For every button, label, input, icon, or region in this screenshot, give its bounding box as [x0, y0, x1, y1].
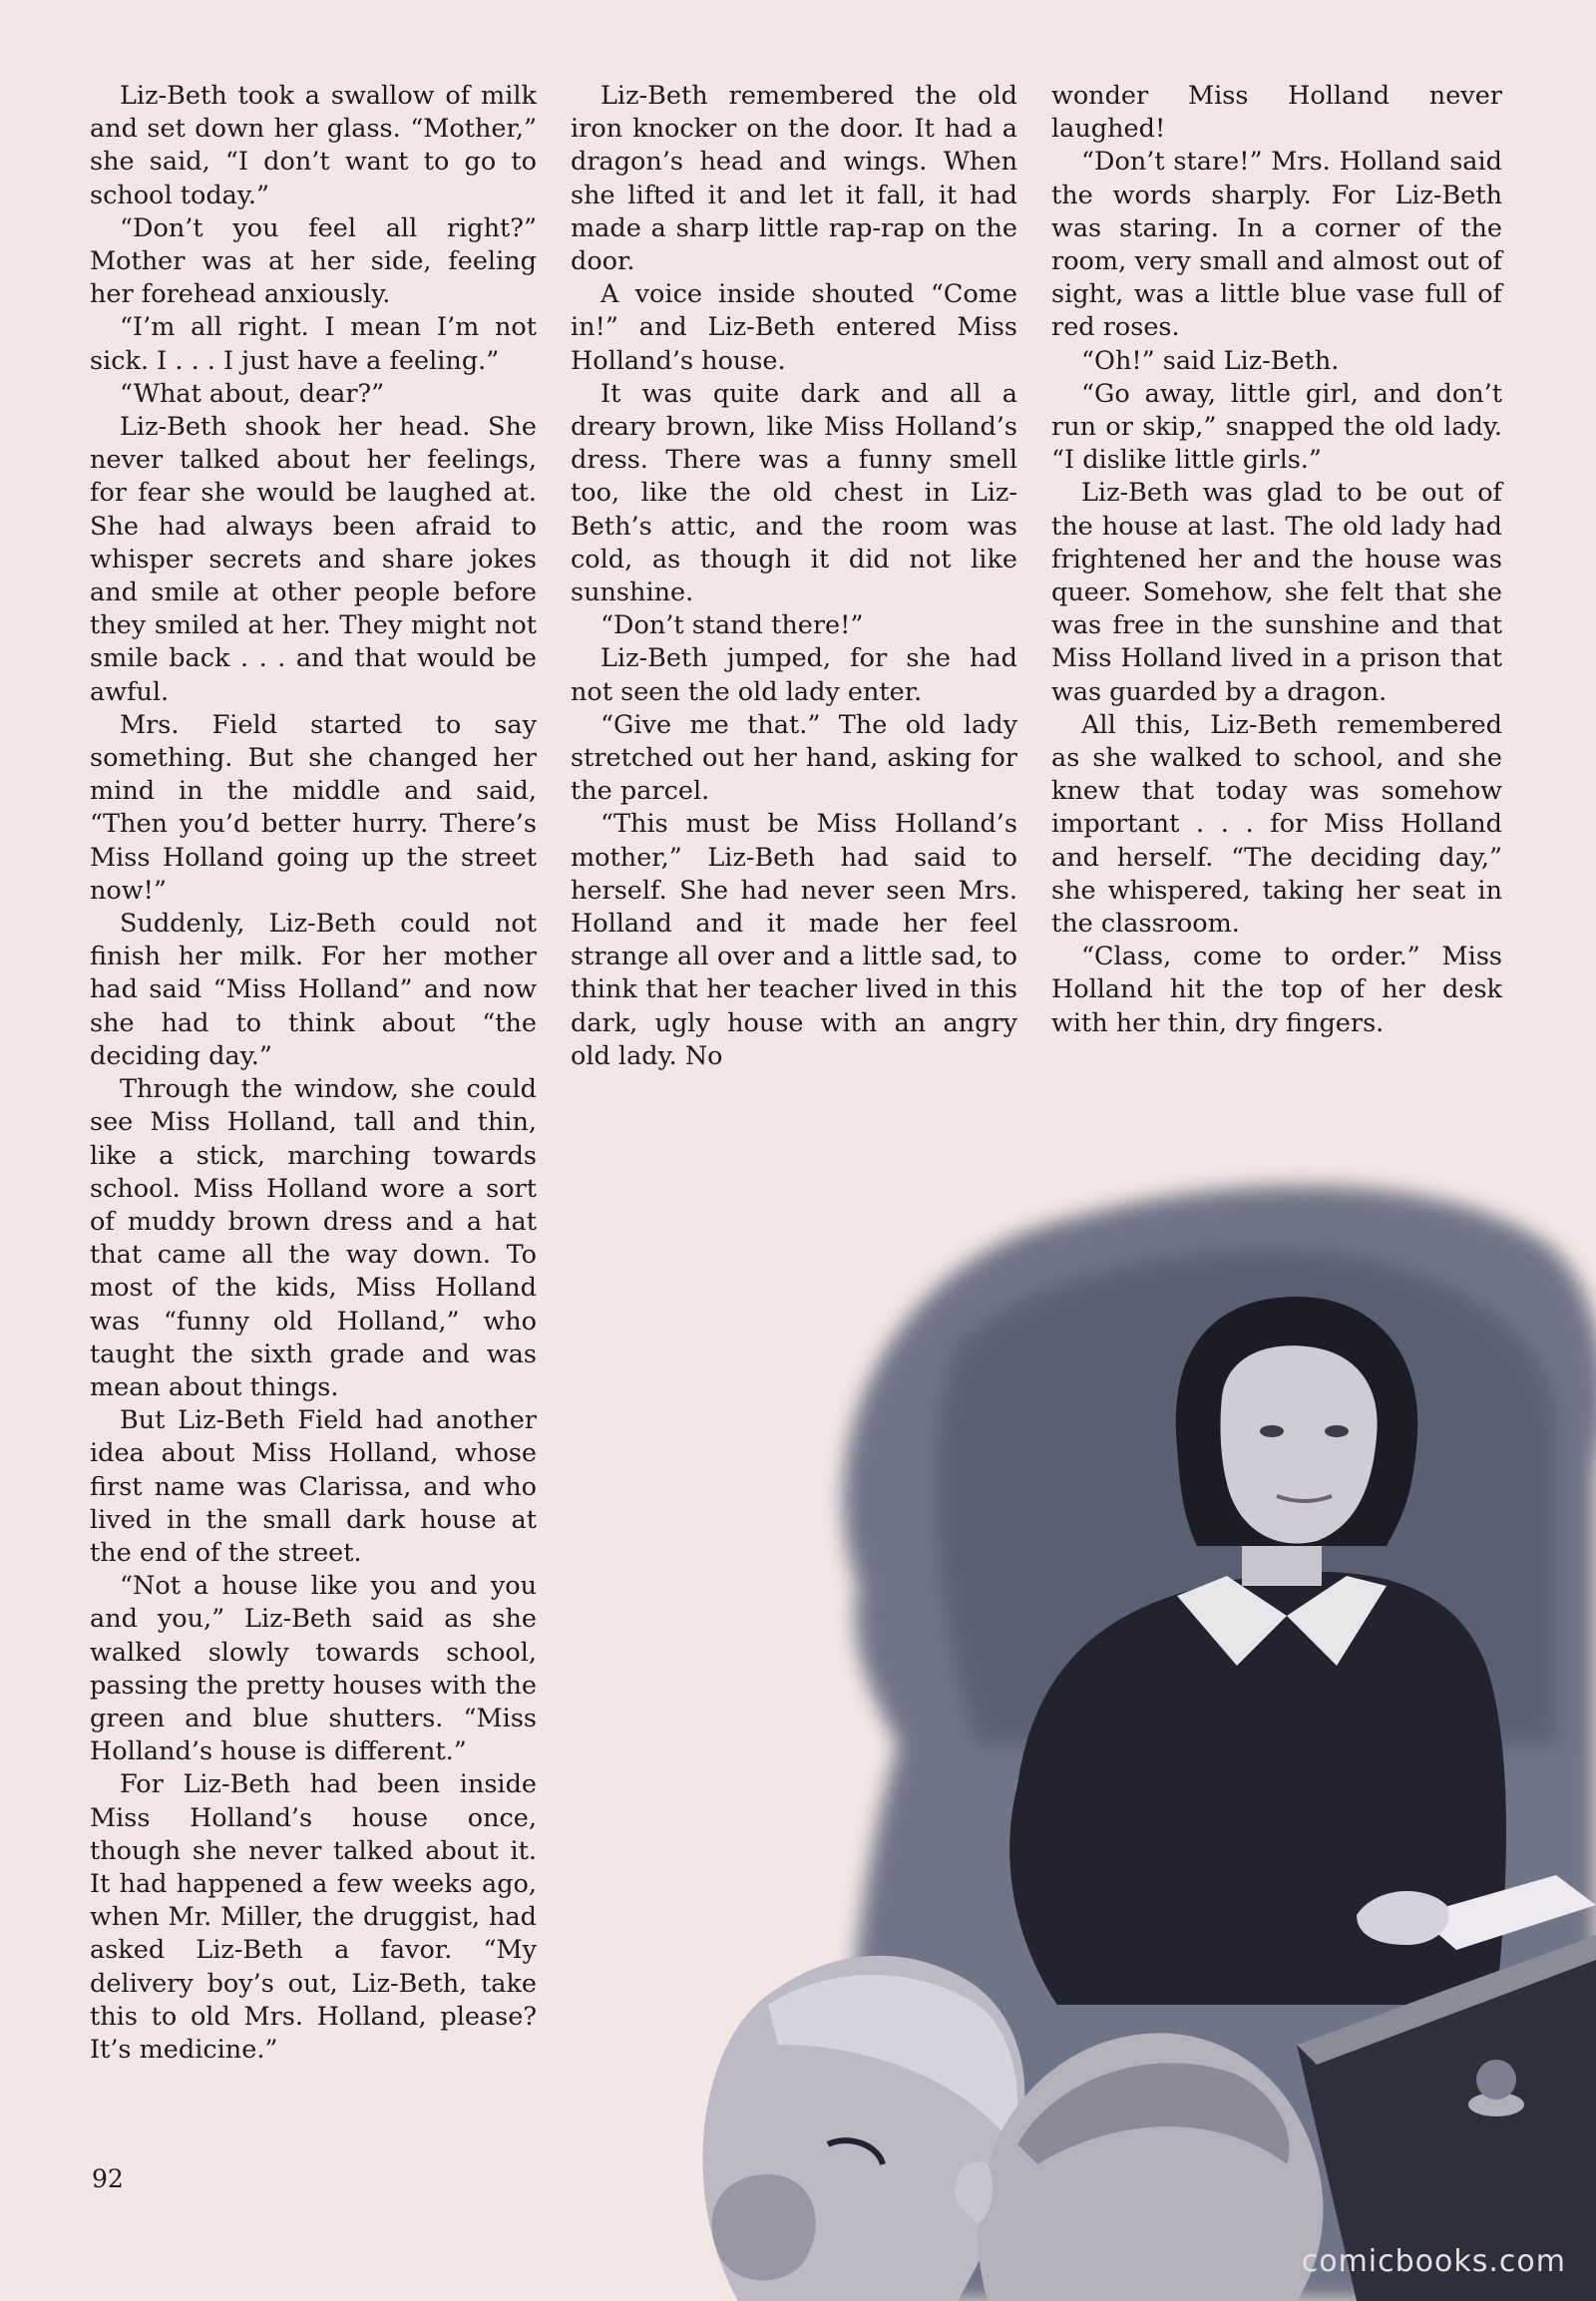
paragraph: It was quite dark and all a dreary brown, like Miss Holland’s dress. There was a funny smell too, like the old chest in Liz-Beth’s attic, and the room was cold, as though it did not like sunshine.: [571, 378, 1017, 608]
paragraph: But Liz-Beth Field had another idea about Miss Holland, whose first name was Clarissa, and who lived in the small dark house at the end of the street.: [90, 1405, 537, 1568]
watermark: comicbooks.com: [1301, 2244, 1566, 2279]
text-column-2: [571, 80, 1017, 1073]
paragraph: “What about, dear?”: [120, 378, 385, 409]
text-column-3: [1051, 80, 1502, 1040]
paragraph: Liz-Beth jumped, for she had not seen the old lady enter.: [571, 643, 1017, 707]
paragraph: Mrs. Field started to say something. But she changed her mind in the middle and said, “Then you’d better hurry. There’s Miss Holland going up the street now!”: [90, 709, 537, 906]
page-number: 92: [92, 2164, 124, 2193]
paragraph: “Go away, little girl, and don’t run or skip,” snapped the old lady. “I dislike little girls.”: [1051, 378, 1502, 476]
paragraph: Liz-Beth shook her head. She never talked about her feelings, for fear she would be laughed at. She had always been afraid to whisper secrets and share jokes and smile at other people before they smiled at her. They might not smile back . . . and that would be awful.: [90, 412, 537, 707]
paragraph: “Don’t you feel all right?” Mother was at her side, feeling her forehead anxiously.: [90, 212, 537, 310]
paragraph: “I’m all right. I mean I’m not sick. I . . . I just have a feeling.”: [90, 312, 537, 376]
paragraph: Liz-Beth was glad to be out of the house at last. The old lady had frightened her and the house was queer. Somehow, she felt that she was free in the sunshine and that Miss Holland lived in a prison that was guarded by a dragon.: [1051, 478, 1502, 707]
paragraph: Suddenly, Liz-Beth could not finish her milk. For her mother had said “Miss Holland” and now she had to think about “the deciding day.”: [90, 909, 537, 1071]
paragraph: “Not a house like you and you and you,” Liz-Beth said as she walked slowly towards school, passing the pretty houses with the green and blue shutters. “Miss Holland’s house is different.”: [90, 1571, 537, 1767]
paragraph: “Class, come to order.” Miss Holland hit the top of her desk with her thin, dry fingers.: [1051, 942, 1502, 1038]
paragraph: Liz-Beth took a swallow of milk and set down her glass. “Mother,” she said, “I don’t want to go to school today.”: [90, 81, 537, 210]
paragraph: A voice inside shouted “Come in!” and Liz-Beth entered Miss Holland’s house.: [571, 279, 1017, 376]
text-column-1: [90, 80, 537, 2067]
classroom-illustration: [658, 1147, 1596, 2301]
paragraph: “This must be Miss Holland’s mother,” Liz-Beth had said to herself. She had never seen Mrs. Holland and it made her feel strange all over and a little sad, to think that her teacher lived in this dark, ugly house with an angry old lady. No: [571, 809, 1017, 1071]
paragraph: “Don’t stand there!”: [600, 610, 864, 641]
paragraph: “Oh!” said Liz-Beth.: [1081, 345, 1340, 376]
paragraph: All this, Liz-Beth remembered as she walked to school, and she knew that today was somehow important . . . for Miss Holland and herself. “The deciding day,” she whispered, taking her seat in the classroom.: [1051, 709, 1502, 940]
paragraph: Liz-Beth remembered the old iron knocker on the door. It had a dragon’s head and wings. When she lifted it and let it fall, it had made a sharp little rap-rap on the door.: [571, 81, 1017, 277]
paragraph: Through the window, she could see Miss Holland, tall and thin, like a stick, marching towards school. Miss Holland wore a sort of muddy brown dress and a hat that came all the way down. To most of the kids, Miss Holland was “funny old Holland,” who taught the sixth grade and was mean about things.: [90, 1074, 537, 1402]
paragraph: For Liz-Beth had been inside Miss Holland’s house once, though she never talked about it. It had happened a few weeks ago, when Mr. Miller, the druggist, had asked Liz-Beth a favor. “My delivery boy’s out, Liz-Beth, take this to old Mrs. Holland, please? It’s medicine.”: [90, 1769, 537, 2065]
paragraph: “Give me that.” The old lady stretched out her hand, asking for the parcel.: [571, 709, 1017, 807]
paragraph: “Don’t stare!” Mrs. Holland said the words sharply. For Liz-Beth was staring. In a corner of the room, very small and almost out of sight, was a little blue vase full of red roses.: [1051, 147, 1502, 343]
paragraph: wonder Miss Holland never laughed!: [1051, 81, 1502, 145]
